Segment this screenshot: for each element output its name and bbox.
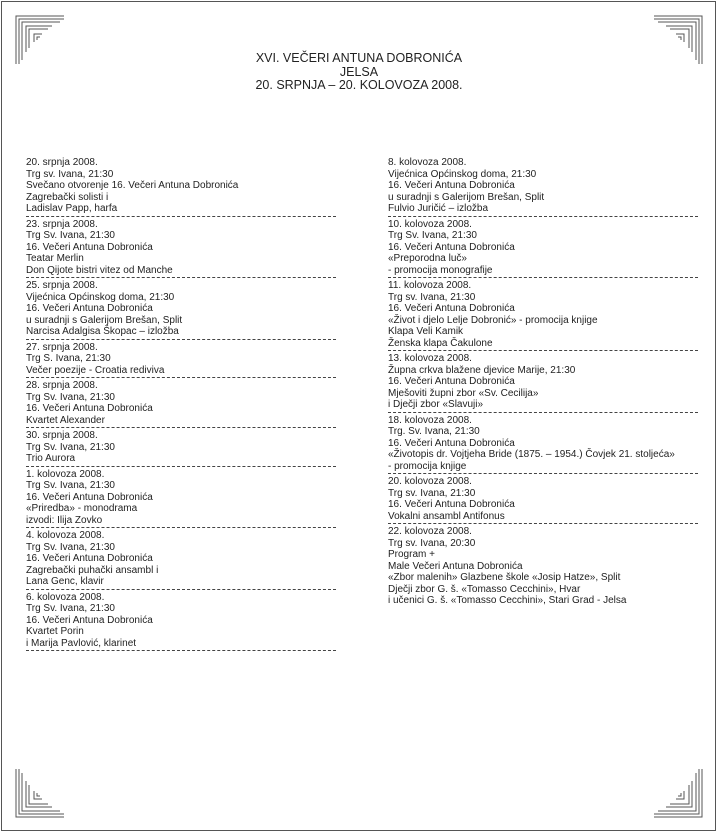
event-entry — [26, 342, 338, 377]
event-detail: Dječji zbor G. š. «Tomasso Cecchini», Hvar — [388, 583, 581, 595]
event-date: 10. kolovoza 2008. — [388, 218, 472, 230]
event-entry — [388, 353, 698, 411]
dashed-separator — [388, 216, 698, 217]
festival-dates: 20. SRPNJA – 20. KOLOVOZA 2008. — [255, 78, 463, 92]
event-detail: Don Qijote bistri vitez od Manche — [26, 264, 173, 276]
event-detail: Večer poezije - Croatia rediviva — [26, 364, 165, 376]
event-entry — [388, 526, 698, 607]
event-entry — [388, 415, 698, 473]
event-date: 8. kolovoza 2008. — [388, 157, 467, 168]
event-date: 4. kolovoza 2008. — [26, 530, 105, 541]
event-detail: Vokalni ansambl Antifonus — [388, 510, 505, 522]
event-entry — [388, 476, 698, 522]
event-detail: 16. Večeri Antuna Dobronića — [388, 241, 515, 253]
event-detail: Mješoviti župni zbor «Sv. Cecilija» — [388, 387, 539, 399]
event-detail: izvodi: Ilija Zovko — [26, 514, 103, 526]
page-header — [0, 52, 718, 93]
event-detail: i Marija Pavlović, klarinet — [26, 637, 137, 649]
event-entry — [388, 280, 698, 349]
event-venue: Trg Sv. Ivana, 21:30 — [26, 480, 115, 491]
event-detail: u suradnji s Galerijom Brešan, Split — [26, 314, 183, 326]
event-detail: Zagrebački puhački ansambl i — [26, 564, 159, 576]
event-entry — [26, 592, 338, 650]
event-detail: 16. Večeri Antuna Dobronića — [26, 241, 153, 253]
event-detail: Svečano otvorenje 16. Večeri Antuna Dobronića — [26, 180, 239, 191]
dashed-separator — [26, 216, 336, 217]
event-date: 20. srpnja 2008. — [26, 157, 98, 168]
event-detail: «Životopis dr. Vojtjeha Bride (1875. – 1954.) Čovjek 21. stoljeća» — [388, 449, 675, 460]
event-entry — [26, 157, 338, 215]
corner-ornament — [14, 767, 66, 819]
right-program-column — [388, 157, 698, 607]
event-detail: 16. Večeri Antuna Dobronića — [388, 376, 515, 387]
festival-place: JELSA — [339, 64, 379, 79]
event-detail: Narcisa Adalgisa Škopac – izložba — [26, 326, 179, 337]
event-detail: - promocija knjige — [388, 460, 467, 472]
event-date: 18. kolovoza 2008. — [388, 414, 472, 426]
event-venue: Trg Sv. Ivana, 21:30 — [26, 603, 115, 614]
event-venue: Trg Sv. Ivana, 21:30 — [388, 230, 477, 241]
event-entry — [26, 530, 338, 588]
event-detail: 16. Večeri Antuna Dobronića — [388, 437, 515, 449]
event-detail: Fulvio Juričić – izložba — [388, 203, 489, 214]
event-date: 11. kolovoza 2008. — [388, 280, 472, 291]
event-date: 23. srpnja 2008. — [26, 218, 98, 230]
event-venue: Trg. Sv. Ivana, 21:30 — [388, 426, 480, 437]
dashed-separator — [388, 523, 698, 524]
event-venue: Trg sv. Ivana, 20:30 — [388, 537, 476, 549]
event-detail: Kvartet Porin — [26, 626, 84, 637]
event-detail: Ladislav Papp, harfa — [26, 203, 118, 214]
event-detail: i Dječji zbor «Slavuji» — [388, 399, 484, 410]
festival-title: XVI. VEČERI ANTUNA DOBRONIĆA — [255, 51, 463, 65]
event-detail: Kvartet Alexander — [26, 414, 105, 426]
dashed-separator — [26, 650, 336, 651]
corner-ornament — [652, 767, 704, 819]
event-detail: «Preporodna luč» — [388, 253, 467, 264]
event-venue: Vijećnica Općinskog doma, 21:30 — [388, 168, 537, 180]
event-venue: Trg Sv. Ivana, 21:30 — [26, 541, 115, 553]
event-detail: 16. Večeri Antuna Dobronića — [388, 303, 515, 314]
event-date: 25. srpnja 2008. — [26, 280, 98, 291]
event-entry — [26, 380, 338, 426]
dashed-separator — [26, 339, 336, 340]
event-venue: Trg Sv. Ivana, 21:30 — [26, 441, 115, 453]
event-detail: Male Večeri Antuna Dobronića — [388, 560, 523, 572]
left-program-column — [26, 157, 338, 653]
event-detail: 16. Večeri Antuna Dobronića — [26, 614, 153, 626]
event-venue: Trg sv. Ivana, 21:30 — [26, 168, 114, 180]
dashed-separator — [26, 427, 336, 428]
event-date: 28. srpnja 2008. — [26, 380, 98, 391]
event-detail: 16. Večeri Antuna Dobronića — [26, 403, 153, 414]
event-detail: Program + — [388, 549, 435, 560]
event-detail: 16. Večeri Antuna Dobronića — [26, 491, 153, 503]
event-detail: «Život i djelo Lelje Dobronić» - promocija knjige — [388, 314, 598, 326]
dashed-separator — [388, 350, 698, 351]
event-detail: i učenici G. š. «Tomasso Cecchini», Stari Grad - Jelsa — [388, 595, 627, 606]
dashed-separator — [26, 466, 336, 467]
dashed-separator — [388, 277, 698, 278]
event-detail: u suradnji s Galerijom Brešan, Split — [388, 191, 545, 203]
event-date: 27. srpnja 2008. — [26, 341, 98, 353]
event-entry — [388, 157, 698, 215]
dashed-separator — [26, 277, 336, 278]
event-detail: Trio Aurora — [26, 453, 76, 464]
dashed-separator — [388, 473, 698, 474]
event-detail: 16. Večeri Antuna Dobronića — [26, 303, 153, 314]
dashed-separator — [26, 589, 336, 590]
event-detail: Zagrebački solisti i — [26, 191, 109, 203]
event-entry — [388, 219, 698, 277]
event-detail: «Priredba» - monodrama — [26, 503, 138, 514]
event-detail: Teatar Merlin — [26, 253, 84, 264]
event-venue: Župna crkva blažene djevice Marije, 21:30 — [388, 364, 576, 376]
event-date: 1. kolovoza 2008. — [26, 468, 105, 480]
event-venue: Vijećnica Općinskog doma, 21:30 — [26, 291, 175, 303]
event-entry — [26, 469, 338, 527]
event-detail: «Zbor malenih» Glazbene škole «Josip Hatze», Split — [388, 572, 621, 583]
event-detail: Ženska klapa Čakulone — [388, 337, 493, 349]
event-venue: Trg S. Ivana, 21:30 — [26, 353, 111, 364]
event-date: 6. kolovoza 2008. — [26, 591, 105, 603]
event-venue: Trg sv. Ivana, 21:30 — [388, 291, 476, 303]
event-detail: Lana Genc, klavir — [26, 576, 104, 587]
event-detail: 16. Večeri Antuna Dobronića — [388, 180, 515, 191]
event-venue: Trg Sv. Ivana, 21:30 — [26, 230, 115, 241]
event-detail: 16. Večeri Antuna Dobronića — [26, 553, 153, 564]
dashed-separator — [388, 412, 698, 413]
event-detail: 16. Večeri Antuna Dobronića — [388, 499, 515, 510]
event-venue: Trg Sv. Ivana, 21:30 — [26, 391, 115, 403]
event-date: 20. kolovoza 2008. — [388, 476, 472, 487]
event-date: 13. kolovoza 2008. — [388, 353, 472, 364]
event-entry — [26, 219, 338, 277]
event-entry — [26, 280, 338, 338]
event-detail: - promocija monografije — [388, 264, 493, 276]
event-detail: Klapa Veli Kamik — [388, 326, 464, 337]
dashed-separator — [26, 527, 336, 528]
event-date: 30. srpnja 2008. — [26, 430, 98, 441]
event-entry — [26, 430, 338, 465]
dashed-separator — [26, 377, 336, 378]
event-venue: Trg sv. Ivana, 21:30 — [388, 487, 476, 499]
event-date: 22. kolovoza 2008. — [388, 526, 472, 537]
